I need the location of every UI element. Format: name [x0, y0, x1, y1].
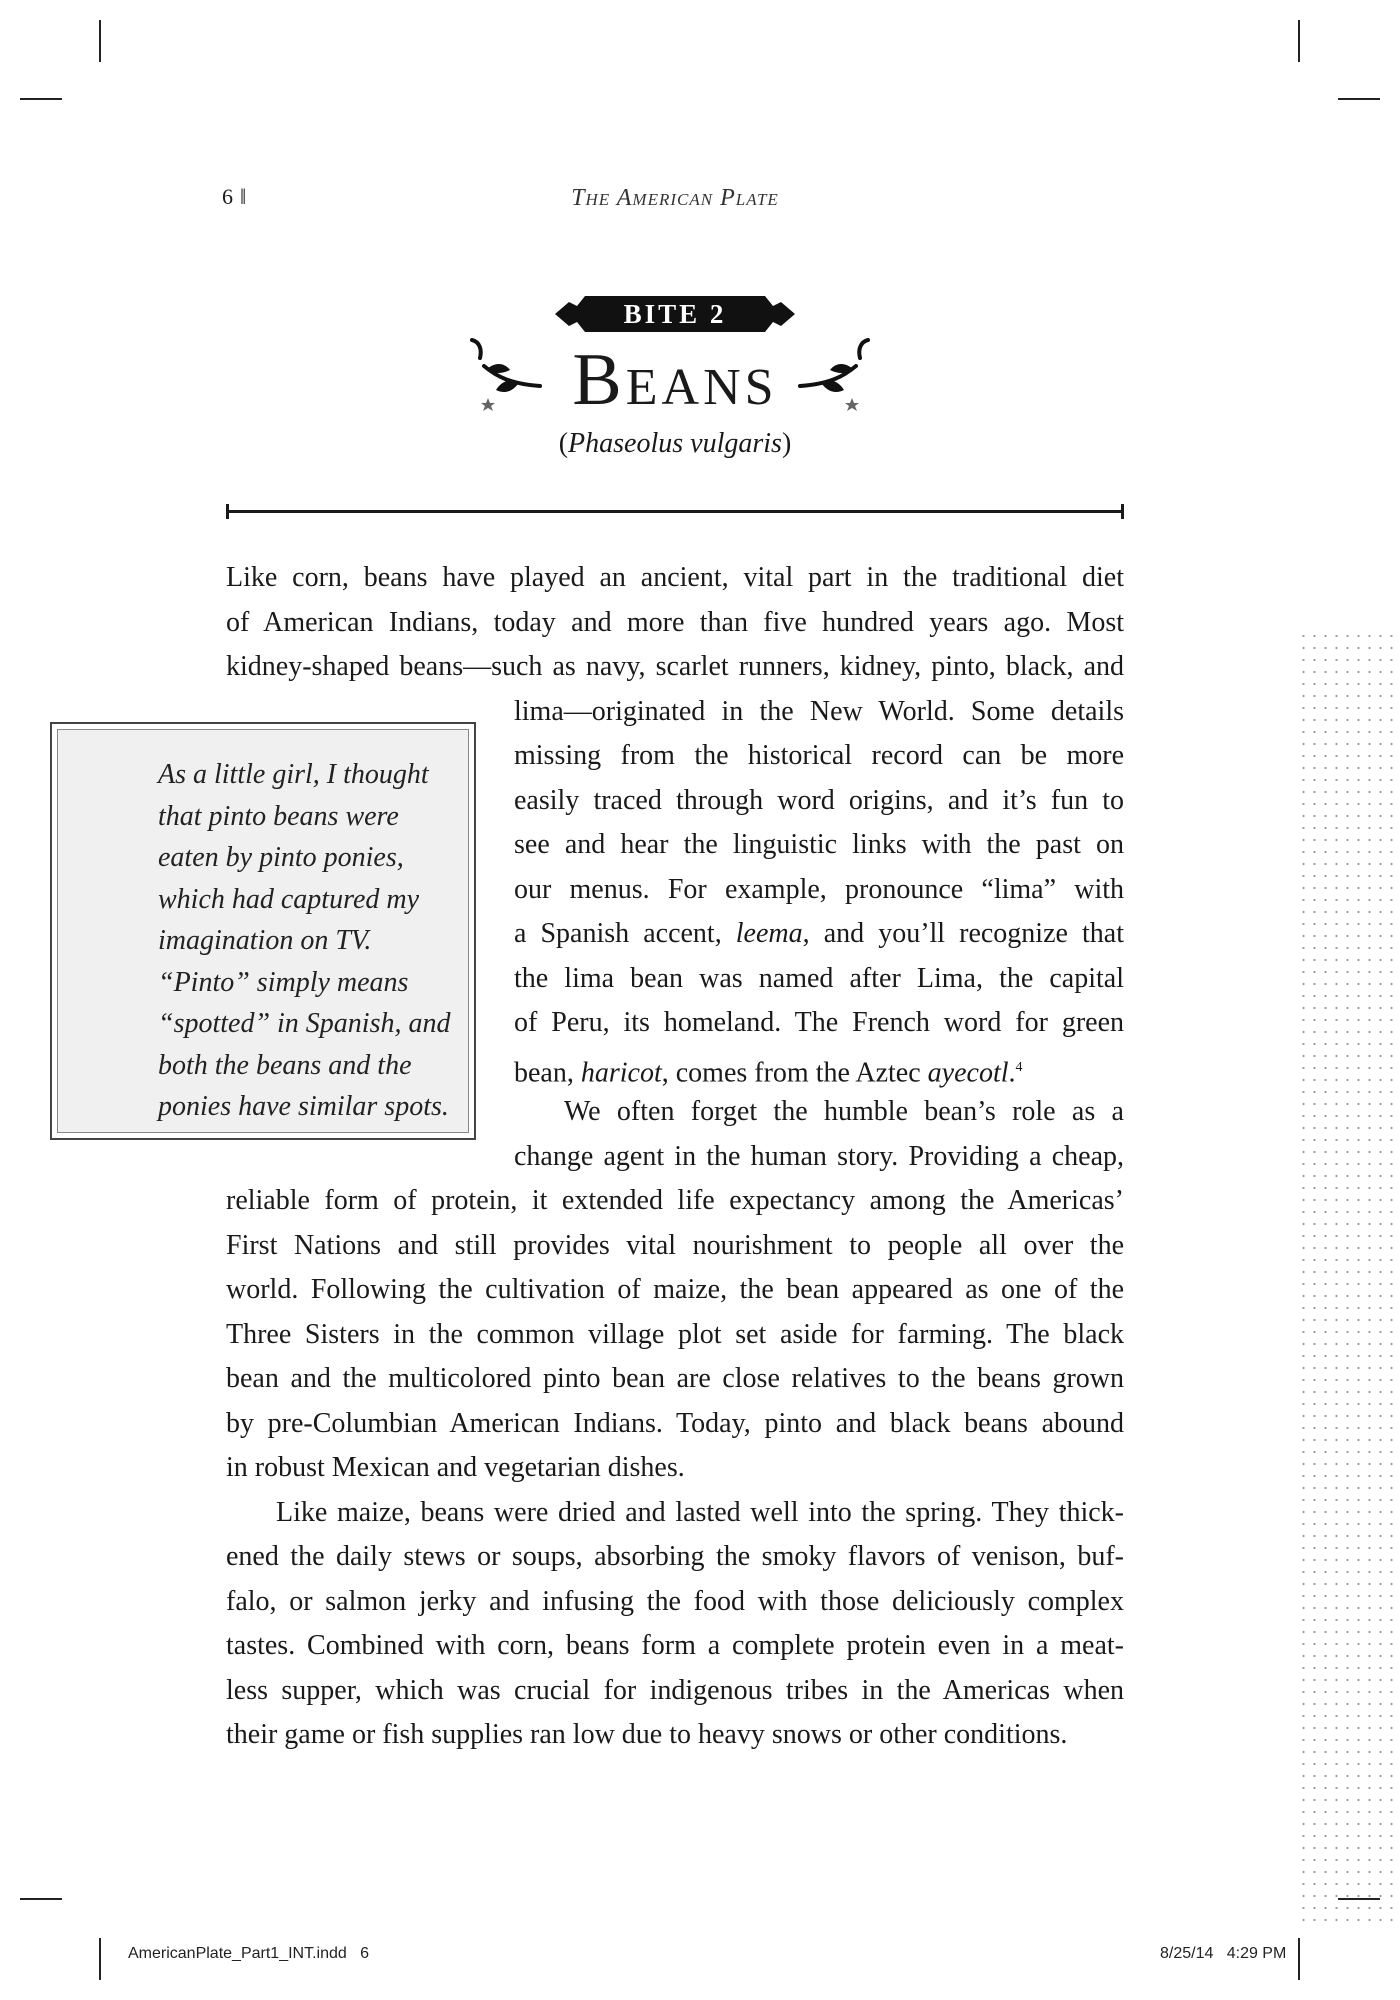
crop-mark	[1298, 20, 1300, 62]
paragraph-2	[226, 1179, 1124, 1491]
sidebar-box	[50, 722, 476, 1140]
crop-mark	[1298, 1938, 1300, 1980]
text-line: reliable form of protein, it extended life expectancy among the Americas’	[226, 1185, 1124, 1216]
text-line: ened the daily stews or soups, absorbing the smoky flavors of venison, buf-	[226, 1541, 1124, 1572]
text-line: Like maize, beans were dried and lasted well into the spring. They thick-	[276, 1496, 1124, 1528]
sidebar-line: ponies have similar spots.	[158, 1091, 449, 1122]
paragraph-3	[226, 1491, 1124, 1758]
text-line: in robust Mexican and vegetarian dishes.	[226, 1452, 685, 1483]
sidebar-line: that pinto beans were	[158, 800, 399, 832]
slug-filename: AmericanPlate_Part1_INT.indd 6	[128, 1945, 370, 1962]
paragraph-1-top	[226, 556, 1124, 690]
text-line: falo, or salmon jerky and infusing the food with those deliciously complex	[226, 1585, 1124, 1617]
crop-mark	[1338, 98, 1380, 100]
footnote-marker[interactable]: 4	[1015, 1059, 1023, 1075]
text-line	[514, 912, 1124, 957]
page-number	[222, 184, 248, 210]
text-line: missing from the historical record can be more	[514, 740, 1124, 771]
text-run: , comes from the Aztec	[661, 1056, 928, 1088]
text-run: , and you’ll recognize that	[802, 918, 1124, 949]
crop-mark	[20, 98, 62, 100]
text-run: a Spanish accent,	[514, 918, 736, 949]
sidebar-line: imagination on TV.	[158, 925, 372, 956]
leema-word: leema	[735, 918, 803, 949]
sidebar-line: which had captured my	[158, 883, 420, 915]
heading-rule	[226, 510, 1124, 513]
crop-mark	[99, 1938, 101, 1980]
subtitle-paren-close: )	[781, 428, 792, 459]
crop-mark	[20, 1898, 62, 1900]
text-line: We often forget the humble bean’s role as a	[564, 1096, 1124, 1127]
sidebar-line: “Pinto” simply means	[158, 966, 409, 998]
text-line: world. Following the cultivation of maize, the bean appeared as one of the	[226, 1274, 1124, 1305]
text-line: lima—originated in the New World. Some details	[514, 695, 1124, 727]
slug-timestamp: 8/25/14 4:29 PM	[1160, 1945, 1287, 1962]
folio-mark: ‖	[240, 184, 249, 209]
folio-number: 6	[222, 184, 234, 209]
text-line: the lima bean was named after Lima, the capital	[514, 962, 1124, 994]
text-line: of American Indians, today and more than five hundred years ago. Most	[226, 606, 1124, 638]
text-line: our menus. For example, pronounce “lima” with	[514, 873, 1124, 905]
bite-label: BITE 2	[623, 298, 727, 329]
chapter-subtitle	[470, 428, 880, 460]
sidebar-line: eaten by pinto ponies,	[158, 842, 404, 873]
subtitle-paren-open: (	[558, 428, 569, 459]
ayecotl-word: ayecotl	[927, 1056, 1009, 1088]
text-line: of Peru, its homeland. The French word for green	[514, 1007, 1124, 1038]
bite-banner	[555, 292, 795, 336]
text-run: .	[1008, 1056, 1016, 1088]
text-line: see and hear the linguistic links with the past on	[514, 829, 1124, 860]
text-line: tastes. Combined with corn, beans form a complete protein even in a meat-	[226, 1630, 1124, 1661]
text-line	[514, 1046, 1124, 1091]
sidebar-line: As a little girl, I thought	[158, 759, 429, 790]
text-line: Three Sisters in the common village plot set aside for farming. The black	[226, 1318, 1124, 1350]
text-line: their game or fish supplies ran low due to heavy snows or other conditions.	[226, 1719, 1068, 1750]
text-line: Like corn, beans have played an ancient, vital part in the traditional diet	[226, 562, 1124, 593]
chapter-title: Beans	[572, 339, 778, 421]
text-line: kidney-shaped beans—such as navy, scarlet runners, kidney, pinto, black, and	[226, 651, 1124, 682]
text-run: bean,	[514, 1056, 581, 1088]
text-line: First Nations and still provides vital nourishment to people all over the	[226, 1229, 1124, 1261]
sidebar-line: “spotted” in Spanish, and	[158, 1008, 451, 1039]
text-line: change agent in the human story. Providing a cheap,	[514, 1140, 1124, 1172]
running-head: The American Plate	[571, 185, 779, 211]
crop-mark	[99, 20, 101, 62]
text-line: bean and the multicolored pinto bean are close relatives to the beans grown	[226, 1363, 1124, 1394]
halftone-dot-pattern	[1298, 630, 1400, 1930]
sidebar-content	[57, 729, 469, 1133]
text-line: by pre-Columbian American Indians. Today, pinto and black beans abound	[226, 1407, 1124, 1439]
sidebar-line: both the beans and the	[158, 1049, 412, 1081]
text-line: easily traced through word origins, and it’s fun to	[514, 784, 1124, 816]
text-line: less supper, which was crucial for indigenous tribes in the Americas when	[226, 1674, 1124, 1706]
paragraph-1-narrow	[514, 690, 1124, 1180]
haricot-word: haricot	[580, 1056, 662, 1088]
subtitle-latin-name: Phaseolus vulgaris	[568, 428, 782, 459]
